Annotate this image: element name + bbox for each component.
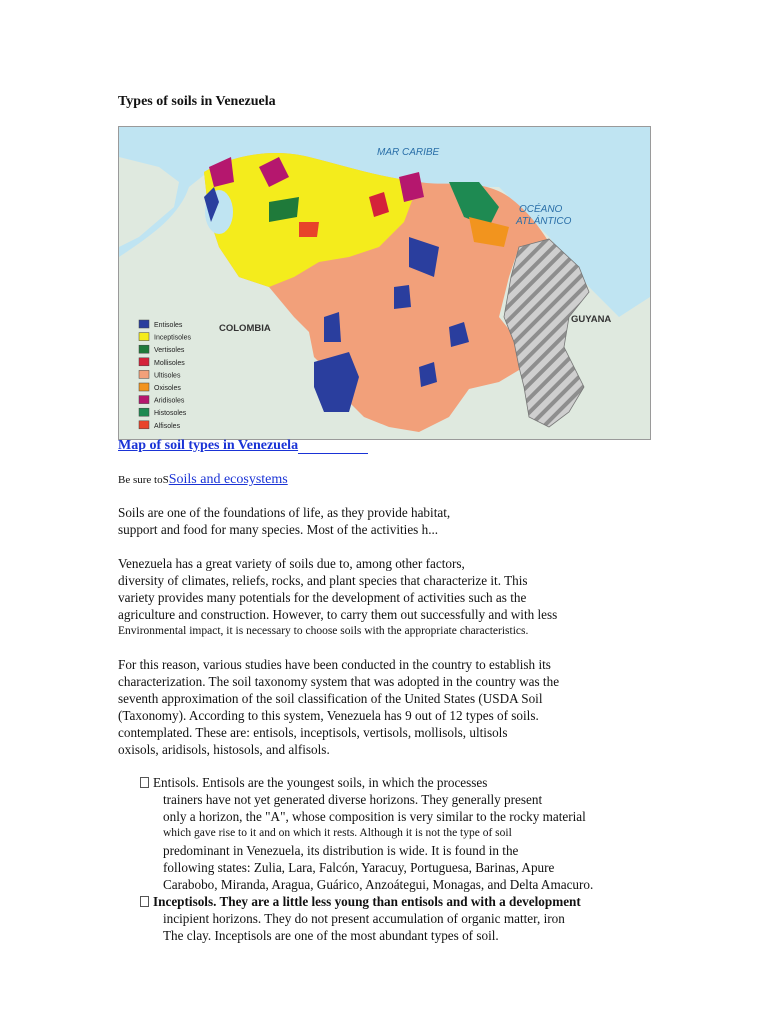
- text-line: which gave rise to it and on which it rests. Although it is not the type of soil: [163, 827, 512, 839]
- soil-map-image: [118, 126, 651, 440]
- bullet-box-icon: [140, 896, 149, 907]
- text-line: seventh approximation of the soil classification of the United States (USDA Soil: [118, 691, 543, 706]
- text-line: Carabobo, Miranda, Aragua, Guárico, Anzoátegui, Monagas, and Delta Amacuro.: [163, 877, 594, 892]
- svg-text:MAR CARIBE: MAR CARIBE: [377, 147, 440, 158]
- text-line: diversity of climates, reliefs, rocks, and plant species that characterize it. This: [118, 573, 528, 588]
- text-line: Venezuela has a great variety of soils due to, among other factors,: [118, 556, 465, 571]
- paragraph-intro: [118, 504, 678, 538]
- bullet-inceptisols: Inceptisols. They are a little less young than entisols and with a development incipient horizons. They do not present accumulation of organic matter, iron The clay. Inceptisols are one of the most abundant types of soil.: [140, 893, 700, 944]
- soils-ecosystems-link[interactable]: Soils and ecosystems: [168, 472, 288, 487]
- text-line: trainers have not yet generated diverse horizons. They generally present: [163, 792, 543, 807]
- legend-label: Mollisoles: [154, 359, 185, 367]
- legend-swatch: [139, 358, 149, 366]
- text-line: incipient horizons. They do not present accumulation of organic matter, iron: [163, 911, 565, 926]
- text-line: support and food for many species. Most of the activities h...: [118, 522, 439, 537]
- text-line: following states: Zulia, Lara, Falcón, Yaracuy, Portuguesa, Barinas, Apure: [163, 860, 555, 875]
- map-caption-link[interactable]: Map of soil types in Venezuela: [118, 438, 368, 454]
- paragraph-variety: [118, 555, 678, 640]
- legend-label: Vertisoles: [154, 347, 185, 355]
- legend-label: Inceptisoles: [154, 334, 191, 342]
- legend-swatch: [139, 333, 149, 341]
- text-line: For this reason, various studies have been conducted in the country to establish its: [118, 657, 551, 672]
- svg-text:ATLÁNTICO: ATLÁNTICO: [516, 216, 572, 227]
- bullet-box-icon: [140, 777, 149, 788]
- see-also-line: [118, 472, 288, 488]
- legend-label: Histosoles: [154, 410, 187, 418]
- text-line: only a horizon, the "A", whose composition is very similar to the rocky material: [163, 809, 586, 824]
- page-title: Types of soils in Venezuela: [118, 94, 276, 109]
- text-line: The clay. Inceptisols are one of the most abundant types of soil.: [163, 928, 499, 943]
- legend-swatch: [139, 383, 149, 391]
- text-line: Soils are one of the foundations of life, as they provide habitat,: [118, 505, 451, 520]
- legend-label: Ultisoles: [154, 372, 181, 380]
- see-also-prefix: Be sure to: [118, 474, 163, 486]
- svg-text:GUYANA: GUYANA: [571, 314, 612, 325]
- text-line: predominant in Venezuela, its distribution is wide. It is found in the: [163, 843, 519, 858]
- legend-swatch: [139, 370, 149, 378]
- legend-swatch: [139, 421, 149, 429]
- legend-swatch: [139, 408, 149, 416]
- see-also-short: S: [162, 474, 169, 486]
- legend-label: Oxisoles: [154, 385, 181, 392]
- legend-label: Aridisoles: [154, 397, 185, 405]
- svg-text:OCÉANO: OCÉANO: [519, 204, 563, 215]
- text-line: agriculture and construction. However, to carry them out successfully and with less: [118, 607, 558, 622]
- svg-text:COLOMBIA: COLOMBIA: [219, 323, 271, 334]
- text-line: (Taxonomy). According to this system, Venezuela has 9 out of 12 types of soils.: [118, 708, 539, 723]
- legend-swatch: [139, 396, 149, 404]
- text-line: oxisols, aridisols, histosols, and alfisols.: [118, 742, 330, 757]
- text-line: Environmental impact, it is necessary to choose soils with the appropriate characteristics.: [118, 625, 529, 637]
- bullet-entisols: Entisols. Entisols are the youngest soils, in which the processes trainers have not yet generated diverse horizons. They generally present only a horizon, the "A", whose composition is very similar to the rocky material which gave rise to it and on which it rests. Although it is not the type of soil predominant in Venezuela, its distribution is wide. It is found in the following states: Zulia, Lara, Falcón, Yaracuy, Portuguesa, Barinas, Apure Carabobo, Miranda, Aragua, Guárico, Anzoátegui, Monagas, and Delta Amacuro.: [140, 774, 700, 893]
- legend-swatch: [139, 320, 149, 328]
- text-line: characterization. The soil taxonomy system that was adopted in the country was the: [118, 674, 560, 689]
- legend-label: Alfisoles: [154, 422, 181, 430]
- paragraph-taxonomy: [118, 656, 678, 758]
- text-line: variety provides many potentials for the development of activities such as the: [118, 590, 527, 605]
- legend-label: Entisoles: [154, 322, 183, 329]
- text-line: contemplated. These are: entisols, inceptisols, vertisols, mollisols, ultisols: [118, 725, 508, 740]
- legend-swatch: [139, 345, 149, 353]
